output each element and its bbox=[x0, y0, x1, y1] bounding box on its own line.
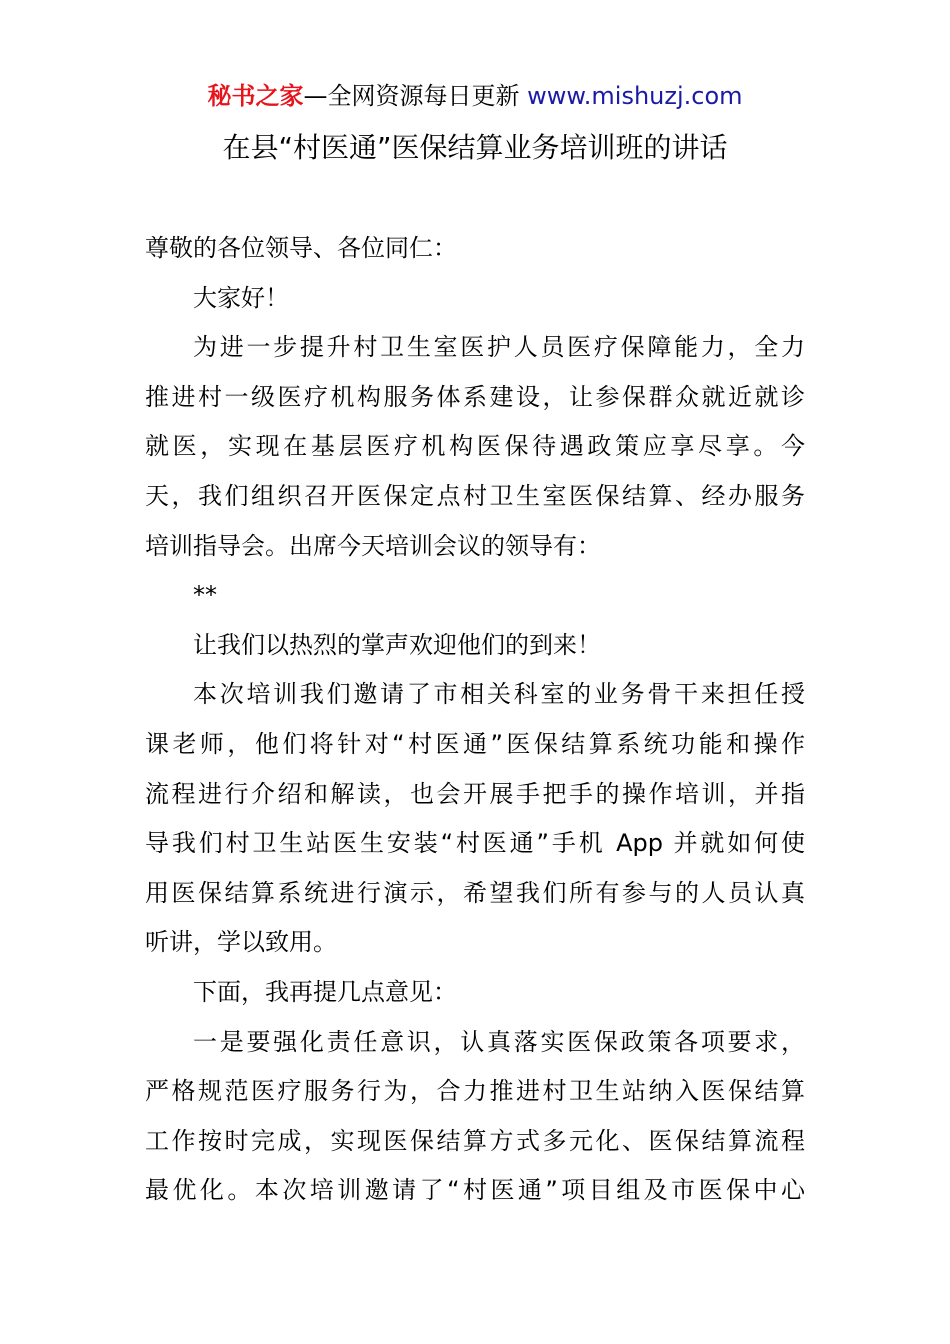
site-url[interactable]: www.mishuzj.com bbox=[527, 82, 743, 110]
site-header bbox=[0, 80, 950, 112]
document-body bbox=[145, 224, 805, 1216]
paragraph-line: 下面，我再提几点意见： bbox=[193, 977, 457, 1006]
paragraph-line: 流程进行介绍和解读，也会开展手把手的操作培训，并指 bbox=[145, 779, 805, 808]
document-title: 在县“村医通”医保结算业务培训班的讲话 bbox=[222, 131, 728, 164]
paragraph-line: 一是要强化责任意识，认真落实医保政策各项要求， bbox=[193, 1027, 805, 1056]
site-tagline: —全网资源每日更新 bbox=[303, 82, 528, 110]
paragraph-line: 课老师，他们将针对“村医通”医保结算系统功能和操作 bbox=[145, 729, 805, 758]
paragraph-line: 严格规范医疗服务行为，合力推进村卫生站纳入医保结算 bbox=[145, 1077, 805, 1106]
salutation-line: 尊敬的各位领导、各位同仁： bbox=[145, 234, 457, 262]
paragraph-line: 听讲，学以致用。 bbox=[145, 928, 337, 957]
paragraph-line: 培训指导会。出席今天培训会议的领导有： bbox=[145, 531, 601, 560]
paragraph-line: 导我们村卫生站医生安装“村医通”手机 App 并就如何使 bbox=[145, 829, 805, 858]
greeting-line: 大家好！ bbox=[193, 283, 289, 312]
paragraph-line: 就医，实现在基层医疗机构医保待遇政策应享尽享。今 bbox=[145, 432, 805, 461]
paragraph-line: 本次培训我们邀请了市相关科室的业务骨干来担任授 bbox=[193, 680, 805, 709]
placeholder-line: ** bbox=[193, 581, 217, 610]
paragraph-line: 最优化。本次培训邀请了“村医通”项目组及市医保中心 bbox=[145, 1176, 805, 1205]
paragraph-line: 工作按时完成，实现医保结算方式多元化、医保结算流程 bbox=[145, 1126, 805, 1155]
paragraph-line: 推进村一级医疗机构服务体系建设，让参保群众就近就诊 bbox=[145, 382, 805, 411]
paragraph-line: 让我们以热烈的掌声欢迎他们的到来！ bbox=[193, 630, 601, 659]
site-brand: 秘书之家 bbox=[207, 82, 304, 110]
paragraph-line: 天，我们组织召开医保定点村卫生室医保结算、经办服务 bbox=[145, 481, 805, 510]
paragraph-line: 为进一步提升村卫生室医护人员医疗保障能力，全力 bbox=[193, 333, 805, 362]
paragraph-line: 用医保结算系统进行演示，希望我们所有参与的人员认真 bbox=[145, 878, 805, 907]
